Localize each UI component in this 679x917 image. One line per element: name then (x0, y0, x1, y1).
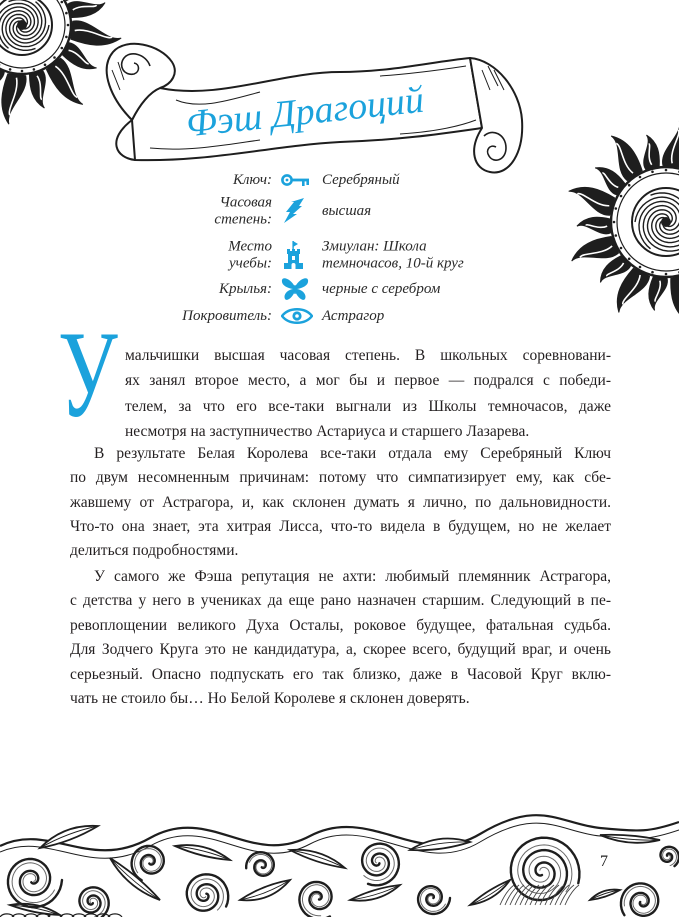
label-line: учебы: (229, 255, 272, 271)
profile-row-hour-degree (0, 195, 679, 227)
text-line: Что-то она знает, эта хитрая Лисса, что-то видела в будущем, но не желает (70, 517, 611, 535)
frieze-vine (0, 815, 679, 850)
sun-center (17, 20, 27, 30)
value-line: Серебряный (322, 171, 400, 188)
eye-icon (281, 307, 313, 325)
profile-value (322, 308, 384, 325)
title-banner-scroll (107, 44, 522, 173)
frieze-leaf (470, 880, 510, 905)
tower-icon (281, 241, 307, 269)
profile-label (233, 172, 272, 189)
text-line: мальчишки высшая часовая степень. В школьных соревновани- (125, 347, 611, 364)
sun-ring-dot (65, 36, 68, 39)
frieze-spiral (362, 844, 399, 886)
profile-row-school (0, 238, 679, 272)
sun-ring-dot (615, 234, 618, 237)
frieze-spiral (8, 859, 62, 907)
text-line: несмотря на заступничество Астариуса и старшего Лазарева. (125, 422, 530, 440)
sun-ring-dot (61, 47, 64, 50)
frieze-spiral-shade (135, 849, 162, 874)
frieze-spiral (187, 874, 228, 910)
frieze-spiral (246, 852, 274, 876)
page-number: 7 (600, 853, 608, 870)
text-line: У самого же Фэша репутация не ахти: любимый племянник Астрагора, (94, 568, 611, 585)
sun-ray (662, 120, 679, 168)
text-line: чать не стоило бы… Но Белой Королеве я склонен доверять. (70, 690, 470, 708)
frieze-spiral-shade (303, 885, 330, 916)
sun-ring-dot (665, 273, 668, 276)
profile-value (322, 172, 400, 189)
value-line: Змиулан: Школа (322, 238, 427, 255)
profile-value (322, 239, 464, 272)
value-line: Астрагор (322, 307, 385, 324)
frieze-spiral (79, 887, 108, 917)
value-line: черные с серебром (322, 280, 441, 297)
frieze-spiral (511, 838, 580, 900)
frieze-leaf (290, 850, 345, 868)
frieze-leaf (240, 880, 290, 900)
key-icon (281, 173, 311, 187)
sun-ring-dot (65, 12, 68, 15)
frieze-spiral-shade (249, 854, 271, 874)
sun-ornament-top-left (0, 0, 122, 125)
frieze-spiral (621, 883, 658, 915)
sun-ring-dot (44, 64, 47, 67)
frieze-spiral (299, 882, 331, 917)
paragraph-3 (70, 565, 611, 711)
text-line: серьезный. Опасно подпускать его так близко, даже в Часовой Круг вклю- (70, 665, 611, 683)
frieze-spiral-shade (624, 886, 655, 913)
sun-ring-dot (67, 24, 70, 27)
profile-label (228, 239, 272, 272)
sun-ring-dot (61, 1, 64, 4)
frieze-leaf (410, 838, 470, 850)
profile-row-key (0, 171, 679, 189)
paragraph-1 (125, 343, 611, 444)
sun-ring-dot (53, 56, 56, 59)
frieze-spiral (132, 846, 164, 880)
profile-row-wings (0, 280, 679, 298)
profile-label (219, 281, 272, 298)
drop-cap-letter: У (58, 306, 118, 443)
text-line: ях занял второе место, а мог бы и первое — подрался с победи- (125, 372, 611, 390)
frieze-hatch (565, 885, 579, 905)
frieze-leaf (350, 885, 400, 901)
label-line: Покровитель: (182, 307, 272, 324)
value-line: высшая (322, 202, 372, 219)
butterfly-icon (281, 277, 309, 301)
lightning-icon (281, 198, 307, 224)
text-line: В результате Белая Королева все-таки отдала ему Серебряный Ключ (94, 445, 611, 462)
frieze-spiral (418, 886, 450, 914)
text-line: с детства у него в учениках да еще рано назначен старшим. Следующий в пе- (70, 592, 611, 610)
label-line: Часовая (219, 194, 272, 211)
text-line: по двум несомненным причинам: потому что симпатизирует ему, как сбе- (70, 469, 611, 487)
frieze-spiral-shade (663, 849, 677, 866)
label-line: степень: (214, 211, 272, 227)
text-line: жавшему от Астрагора, и, как склонен думать я лично, по дальновидности. (70, 493, 611, 511)
text-line: делиться подробностями. (70, 542, 239, 560)
frieze-leaf (600, 835, 660, 843)
sun-ring-dot (33, 68, 36, 71)
text-line: ревоплощении великого Духа Осталы, роковое будущее, фатальная судьба. (70, 616, 611, 634)
profile-value (322, 203, 371, 220)
label-line: Место (228, 238, 272, 255)
profile-value (322, 281, 440, 298)
label-line: Ключ: (232, 171, 272, 188)
text-line: телем, за что его все-таки выгнали из Школы темночасов, даже (125, 397, 611, 415)
value-line: темночасов, 10-й круг (322, 255, 464, 271)
text-line: Для Зодчего Круга это не кандидатура, а, скорее всего, будущий враг, и очень (70, 641, 611, 659)
sun-ring-dot (9, 68, 12, 71)
profile-label (214, 195, 272, 228)
frieze-vine-inner (0, 823, 679, 858)
bottom-ornamental-frieze (0, 815, 679, 917)
banner-title: Фэш Драгоций (184, 78, 426, 146)
sun-ring-dot (21, 70, 24, 73)
label-line: Крылья: (219, 280, 272, 297)
paragraph-2 (70, 442, 611, 563)
profile-label (182, 308, 272, 325)
